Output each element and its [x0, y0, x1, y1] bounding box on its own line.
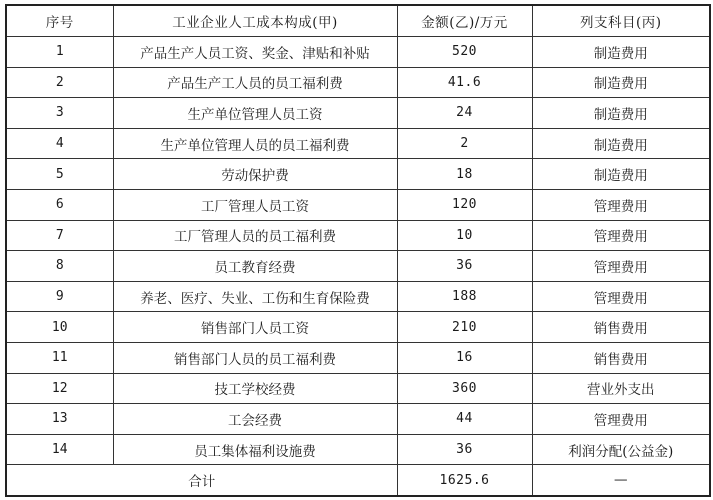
row-index: 8 [6, 251, 113, 282]
labor-cost-table [5, 4, 711, 497]
row-component: 工厂管理人员工资 [113, 189, 397, 220]
row-amount: 36 [397, 434, 532, 465]
row-account: 营业外支出 [532, 373, 710, 404]
row-component: 产品生产工人员的员工福利费 [113, 67, 397, 98]
table-row [6, 251, 710, 282]
row-component: 生产单位管理人员的员工福利费 [113, 128, 397, 159]
row-amount: 41.6 [397, 67, 532, 98]
row-index: 2 [6, 67, 113, 98]
total-amount: 1625.6 [397, 465, 532, 496]
row-index: 4 [6, 128, 113, 159]
row-amount: 16 [397, 342, 532, 373]
row-component: 养老、医疗、失业、工伤和生育保险费 [113, 281, 397, 312]
row-amount: 10 [397, 220, 532, 251]
row-index: 1 [6, 37, 113, 68]
row-amount: 188 [397, 281, 532, 312]
row-component: 工厂管理人员的员工福利费 [113, 220, 397, 251]
table-row [6, 128, 710, 159]
row-index: 11 [6, 342, 113, 373]
row-component: 工会经费 [113, 404, 397, 435]
table-row [6, 220, 710, 251]
row-account: 管理费用 [532, 189, 710, 220]
row-account: 销售费用 [532, 312, 710, 343]
total-row [6, 465, 710, 496]
table-row [6, 159, 710, 190]
table-footer [6, 465, 710, 496]
row-index: 14 [6, 434, 113, 465]
row-amount: 120 [397, 189, 532, 220]
row-index: 12 [6, 373, 113, 404]
header-account: 列支科目(丙) [532, 5, 710, 37]
row-account: 制造费用 [532, 98, 710, 129]
row-index: 3 [6, 98, 113, 129]
table-row [6, 98, 710, 129]
row-index: 7 [6, 220, 113, 251]
row-index: 5 [6, 159, 113, 190]
row-account: 制造费用 [532, 128, 710, 159]
row-amount: 2 [397, 128, 532, 159]
table-row [6, 67, 710, 98]
row-component: 员工集体福利设施费 [113, 434, 397, 465]
table-row [6, 434, 710, 465]
row-amount: 520 [397, 37, 532, 68]
row-index: 10 [6, 312, 113, 343]
total-account: — [532, 465, 710, 496]
table-row [6, 404, 710, 435]
row-amount: 18 [397, 159, 532, 190]
row-index: 13 [6, 404, 113, 435]
total-label: 合计 [6, 465, 397, 496]
header-amount: 金额(乙)/万元 [397, 5, 532, 37]
table-row [6, 37, 710, 68]
row-component: 销售部门人员的员工福利费 [113, 342, 397, 373]
row-account: 制造费用 [532, 37, 710, 68]
row-account: 制造费用 [532, 67, 710, 98]
row-component: 员工教育经费 [113, 251, 397, 282]
row-account: 销售费用 [532, 342, 710, 373]
header-row [6, 5, 710, 37]
row-component: 销售部门人员工资 [113, 312, 397, 343]
row-index: 6 [6, 189, 113, 220]
row-component: 技工学校经费 [113, 373, 397, 404]
row-index: 9 [6, 281, 113, 312]
row-account: 管理费用 [532, 281, 710, 312]
row-account: 利润分配(公益金) [532, 434, 710, 465]
table-row [6, 281, 710, 312]
row-component: 劳动保护费 [113, 159, 397, 190]
header-component: 工业企业人工成本构成(甲) [113, 5, 397, 37]
row-amount: 36 [397, 251, 532, 282]
row-component: 产品生产人员工资、奖金、津贴和补贴 [113, 37, 397, 68]
table-row [6, 373, 710, 404]
row-account: 管理费用 [532, 251, 710, 282]
row-amount: 360 [397, 373, 532, 404]
header-index: 序号 [6, 5, 113, 37]
table-row [6, 342, 710, 373]
row-amount: 44 [397, 404, 532, 435]
table-row [6, 312, 710, 343]
row-component: 生产单位管理人员工资 [113, 98, 397, 129]
row-account: 管理费用 [532, 404, 710, 435]
row-account: 制造费用 [532, 159, 710, 190]
row-amount: 24 [397, 98, 532, 129]
table-header [6, 5, 710, 37]
row-account: 管理费用 [532, 220, 710, 251]
row-amount: 210 [397, 312, 532, 343]
table-body [6, 37, 710, 465]
table-row [6, 189, 710, 220]
